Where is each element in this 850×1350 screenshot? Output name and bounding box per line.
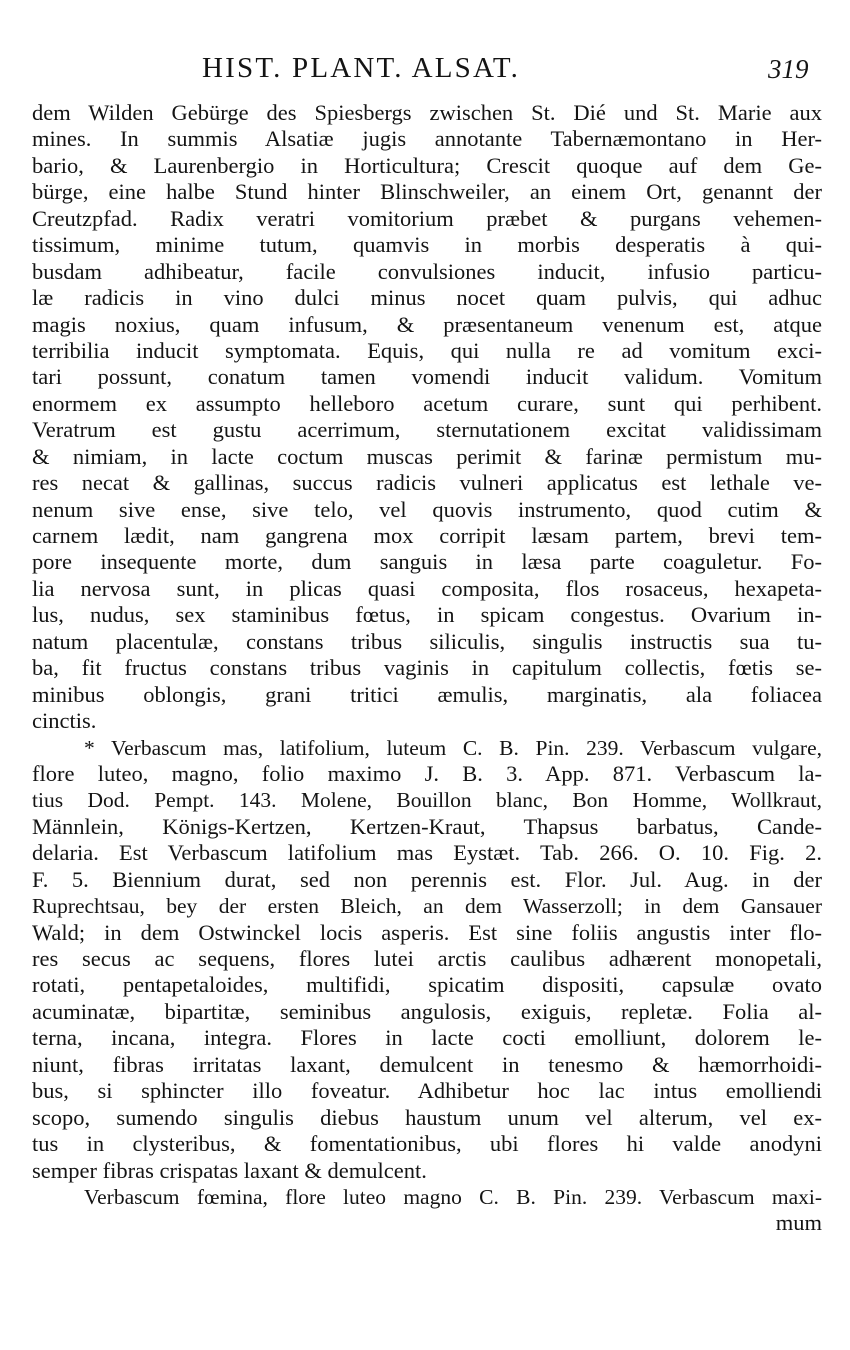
text-line: læ radicis in vino dulci minus nocet quam pulvis, qui adhuc — [32, 285, 822, 311]
text-line: semper fibras crispatas laxant & demulcent. — [32, 1157, 427, 1183]
text-line: & nimiam, in lacte coctum muscas perimit & farinæ permistum mu- — [32, 443, 822, 469]
text-line: minibus oblongis, grani tritici æmulis, marginatis, ala foliacea — [32, 681, 822, 707]
text-line: carnem lædit, nam gangrena mox corripit læsam partem, brevi tem- — [32, 523, 822, 548]
text-line: res necat & gallinas, succus radicis vulneri applicatus est lethale ve- — [32, 470, 822, 496]
text-line: enormem ex assumpto helleboro acetum curare, sunt qui perhibent. — [32, 390, 822, 416]
text-line: terribilia inducit symptomata. Equis, qui nulla re ad vomitum exci- — [32, 337, 822, 363]
page-number: 319 — [768, 54, 809, 84]
text-line: res secus ac sequens, flores lutei arctis caulibus adhærent monopetali, — [32, 946, 822, 971]
text-line: F. 5. Biennium durat, sed non perennis est. Flor. Jul. Aug. in der — [32, 866, 822, 892]
text-line: pore insequente morte, dum sanguis in læsa parte coaguletur. Fo- — [32, 549, 822, 575]
text-line: scopo, sumendo singulis diebus haustum unum vel alterum, vel ex- — [32, 1104, 822, 1130]
catchword-line: mum — [775, 1210, 822, 1236]
text-line: niunt, fibras irritatas laxant, demulcent in tenesmo & hæmorrhoidi- — [32, 1051, 822, 1077]
text-line: bus, si sphincter illo foveatur. Adhibetur hoc lac intus emolliendi — [32, 1078, 822, 1104]
text-line: Ruprechtsau, bey der ersten Bleich, an dem Wasserzoll; in dem Gansauer — [32, 894, 822, 919]
text-line: Veratrum est gustu acerrimum, sternutationem excitat validissimam — [32, 417, 822, 443]
text-line: Verbascum fœmina, flore luteo magno C. B. Pin. 239. Verbascum maxi- — [84, 1184, 822, 1209]
running-title: HIST. PLANT. ALSAT. — [202, 52, 521, 84]
text-line: terna, incana, integra. Flores in lacte cocti emolliunt, dolorem le- — [32, 1025, 822, 1051]
text-line: bario, & Laurenbergio in Horticultura; Crescit quoque auf dem Ge- — [32, 152, 822, 178]
text-line: cinctis. — [32, 708, 97, 734]
text-line: dem Wilden Gebürge des Spiesbergs zwischen St. Dié und St. Marie aux — [32, 100, 822, 125]
running-header — [0, 50, 850, 90]
text-line: lia nervosa sunt, in plicas quasi composita, flos rosaceus, hexapeta- — [32, 575, 822, 601]
text-line: Creutzpfad. Radix veratri vomitorium præbet & purgans vehemen- — [32, 205, 822, 231]
text-line: busdam adhibeatur, facile convulsiones inducit, infusio particu- — [32, 258, 822, 284]
text-line: Männlein, Königs-Kertzen, Kertzen-Kraut, Thapsus barbatus, Cande- — [32, 813, 822, 839]
text-line: bürge, eine halbe Stund hinter Blinschweiler, an einem Ort, genannt der — [32, 179, 822, 205]
text-line: tari possunt, conatum tamen vomendi inducit validum. Vomitum — [32, 364, 822, 390]
text-line: natum placentulæ, constans tribus siliculis, singulis instructis sua tu- — [32, 628, 822, 654]
text-line: lus, nudus, sex staminibus fœtus, in spicam congestus. Ovarium in- — [32, 602, 822, 628]
text-line: delaria. Est Verbascum latifolium mas Eystæt. Tab. 266. O. 10. Fig. 2. — [32, 840, 822, 866]
text-line: rotati, pentapetaloides, multifidi, spicatim dispositi, capsulæ ovato — [32, 972, 822, 998]
text-line: tissimum, minime tutum, quamvis in morbis desperatis à qui- — [32, 232, 822, 258]
text-line: Wald; in dem Ostwinckel locis asperis. Est sine foliis angustis inter flo- — [32, 919, 822, 945]
text-line: flore luteo, magno, folio maximo J. B. 3. App. 871. Verbascum la- — [32, 760, 822, 786]
text-line: nenum sive ense, sive telo, vel quovis instrumento, quod cutim & — [32, 496, 822, 522]
text-line: tus in clysteribus, & fomentationibus, ubi flores hi valde anodyni — [32, 1131, 822, 1157]
text-line: * Verbascum mas, latifolium, luteum C. B. Pin. 239. Verbascum vulgare, — [84, 735, 822, 760]
text-line: magis noxius, quam infusum, & præsentaneum venenum est, atque — [32, 311, 822, 337]
text-line: acuminatæ, bipartitæ, seminibus angulosis, exiguis, repletæ. Folia al- — [32, 998, 822, 1024]
text-line: mines. In summis Alsatiæ jugis annotante Tabernæmontano in Her- — [32, 126, 822, 152]
body-text — [32, 100, 822, 1237]
text-line: tius Dod. Pempt. 143. Molene, Bouillon blanc, Bon Homme, Wollkraut, — [32, 788, 822, 813]
text-line: ba, fit fructus constans tribus vaginis in capitulum collectis, fœtis se- — [32, 655, 822, 681]
